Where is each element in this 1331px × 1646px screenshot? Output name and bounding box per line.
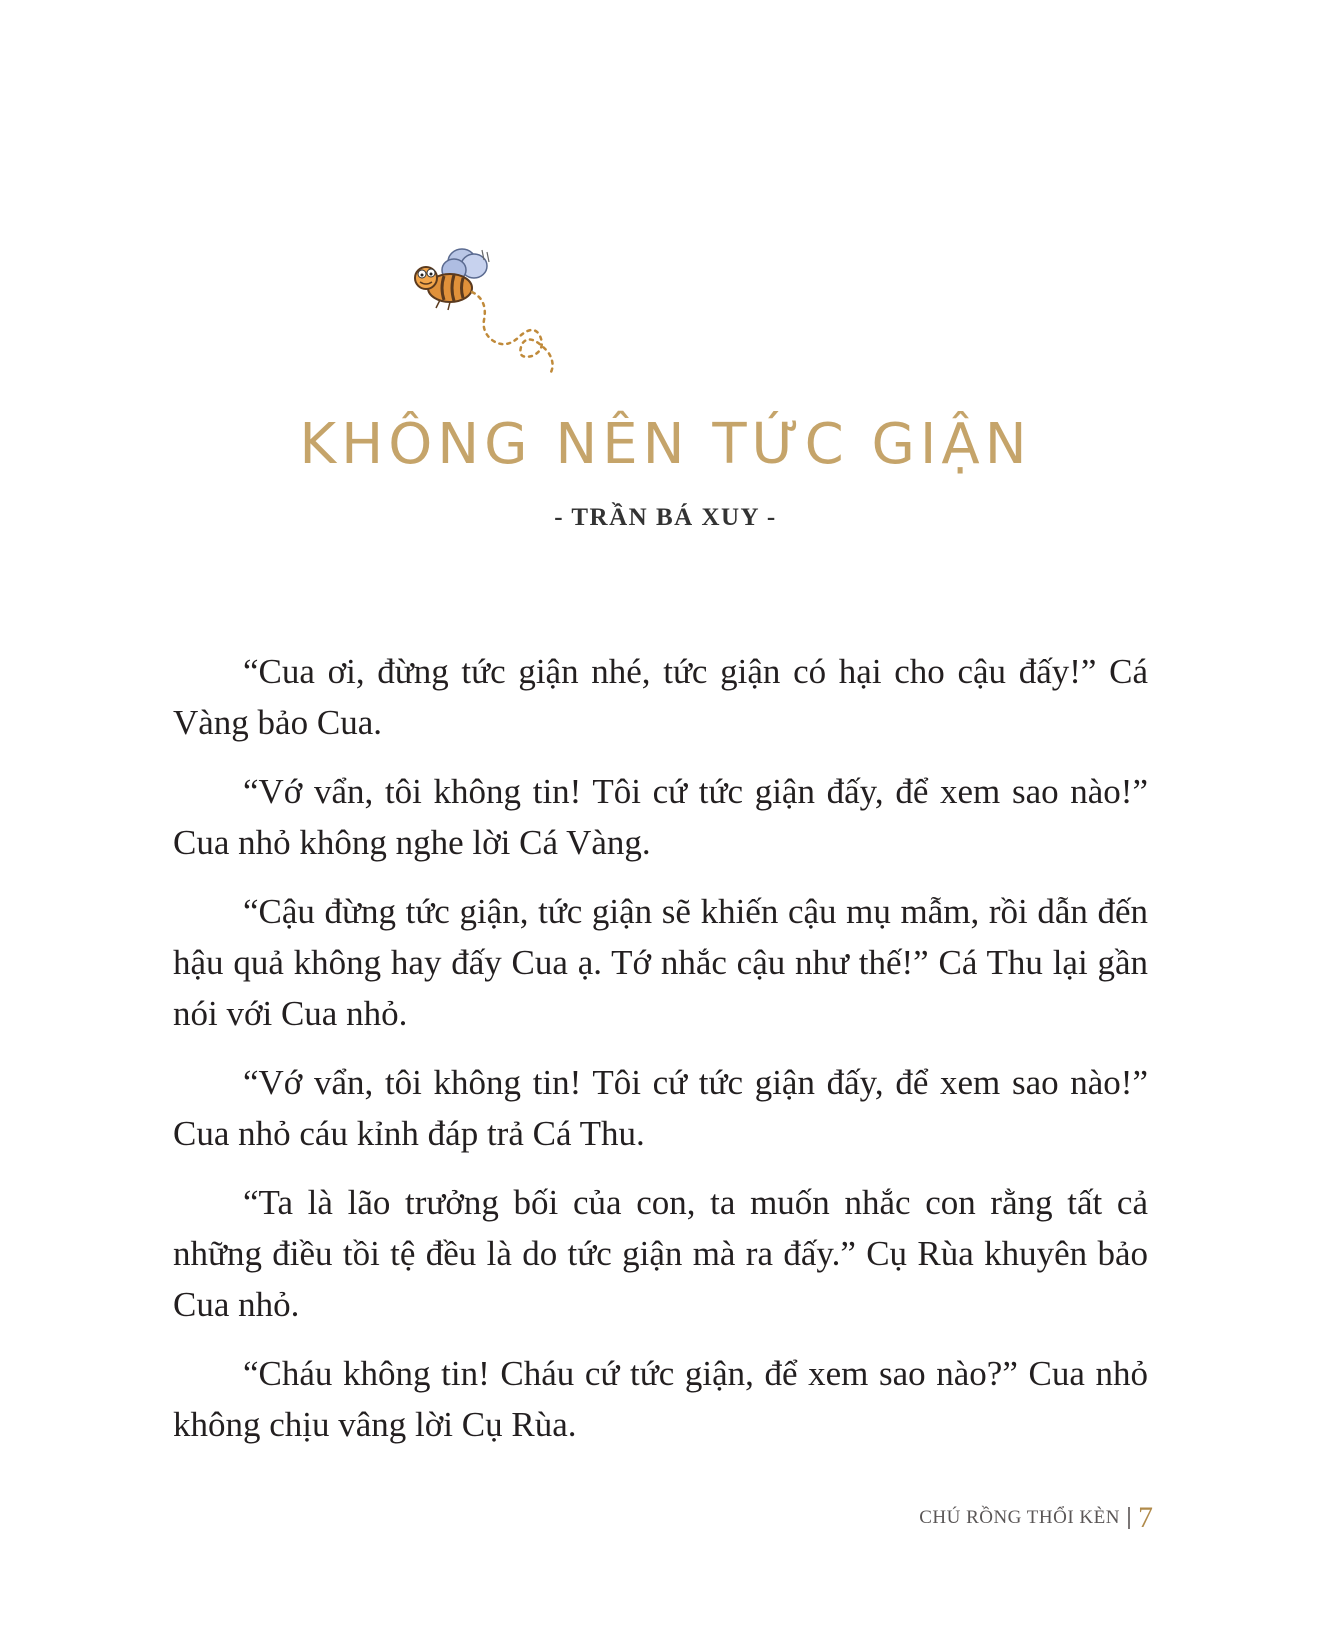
story-paragraph: “Cháu không tin! Cháu cứ tức giận, để xem sao nào?” Cua nhỏ không chịu vâng lời Cụ Rùa. [173,1354,1148,1444]
story-paragraph: “Cậu đừng tức giận, tức giận sẽ khiến cậu mụ mẫm, rồi dẫn đến hậu quả không hay đấy Cua ạ. Tớ nhắc cậu như thế!” Cá Thu lại gần nói với Cua nhỏ. [173,892,1148,1033]
page-number: 7 [1138,1501,1153,1534]
story-body [173,646,1148,1468]
bee-icon [410,240,580,400]
footer-divider [1128,1507,1130,1529]
story-paragraph: “Ta là lão trưởng bối của con, ta muốn nhắc con rằng tất cả những điều tồi tệ đều là do tức giận mà ra đấy.” Cụ Rùa khuyên bảo Cua nhỏ. [173,1183,1148,1324]
author-name: - TRẦN BÁ XUY - [554,504,777,531]
story-paragraph: “Cua ơi, đừng tức giận nhé, tức giận có hại cho cậu đấy!” Cá Vàng bảo Cua. [173,652,1148,742]
story-paragraph: “Vớ vẩn, tôi không tin! Tôi cứ tức giận đấy, để xem sao nào!” Cua nhỏ cáu kỉnh đáp trả Cá Thu. [173,1063,1148,1153]
story-title: KHÔNG NÊN TỨC GIẬN [299,412,1032,477]
book-title: CHÚ RỒNG THỔI KÈN [919,1507,1120,1528]
page-footer [919,1503,1153,1533]
story-paragraph: “Vớ vẩn, tôi không tin! Tôi cứ tức giận đấy, để xem sao nào!” Cua nhỏ không nghe lời Cá Vàng. [173,772,1148,862]
